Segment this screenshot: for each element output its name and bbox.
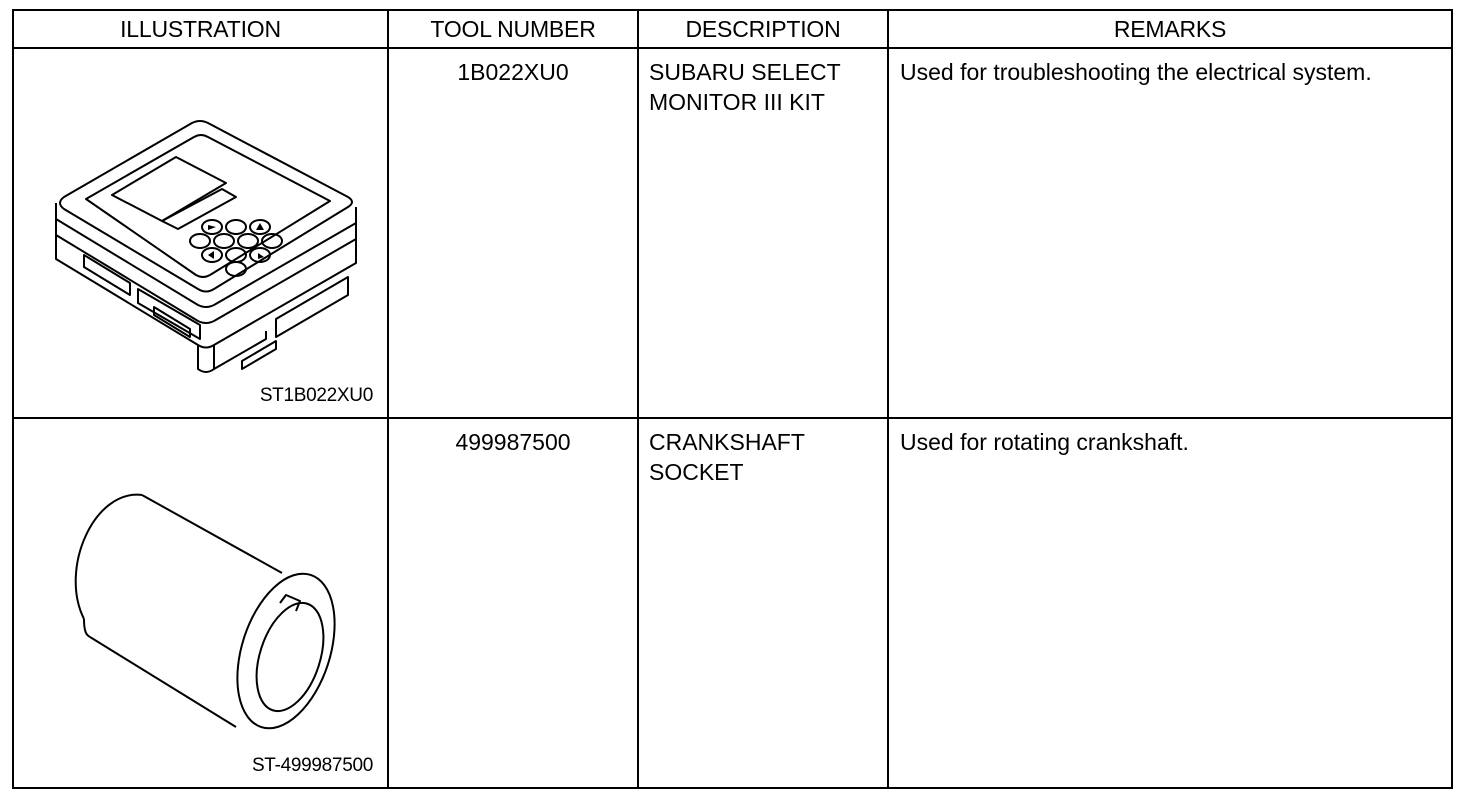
illustration-cell — [13, 418, 388, 788]
description-text: SUBARU SELECT MONITOR III KIT — [649, 59, 841, 115]
header-description: DESCRIPTION — [638, 10, 888, 48]
remarks-cell — [888, 418, 1452, 788]
header-remarks: REMARKS — [888, 10, 1452, 48]
remarks-cell — [888, 48, 1452, 418]
special-tools-table — [12, 9, 1453, 789]
tool-number-cell — [388, 48, 638, 418]
description-cell — [638, 418, 888, 788]
tool-number: 499987500 — [455, 429, 571, 455]
table-header-row — [13, 10, 1452, 48]
tool-number-cell — [388, 418, 638, 788]
header-illustration: ILLUSTRATION — [13, 10, 388, 48]
tool-number: 1B022XU0 — [457, 59, 569, 85]
illustration-code: ST1B022XU0 — [259, 385, 373, 406]
select-monitor-device-icon — [14, 49, 389, 413]
description-cell — [638, 48, 888, 418]
remarks-text: Used for troubleshooting the electrical system. — [900, 59, 1372, 85]
header-tool-number: TOOL NUMBER — [388, 10, 638, 48]
remarks-text: Used for rotating crankshaft. — [900, 429, 1189, 455]
description-text: CRANKSHAFT SOCKET — [649, 429, 805, 485]
table-row — [13, 418, 1452, 788]
table-row — [13, 48, 1452, 418]
illustration-code: ST-499987500 — [251, 755, 373, 776]
crankshaft-socket-icon — [14, 419, 389, 783]
illustration-cell — [13, 48, 388, 418]
